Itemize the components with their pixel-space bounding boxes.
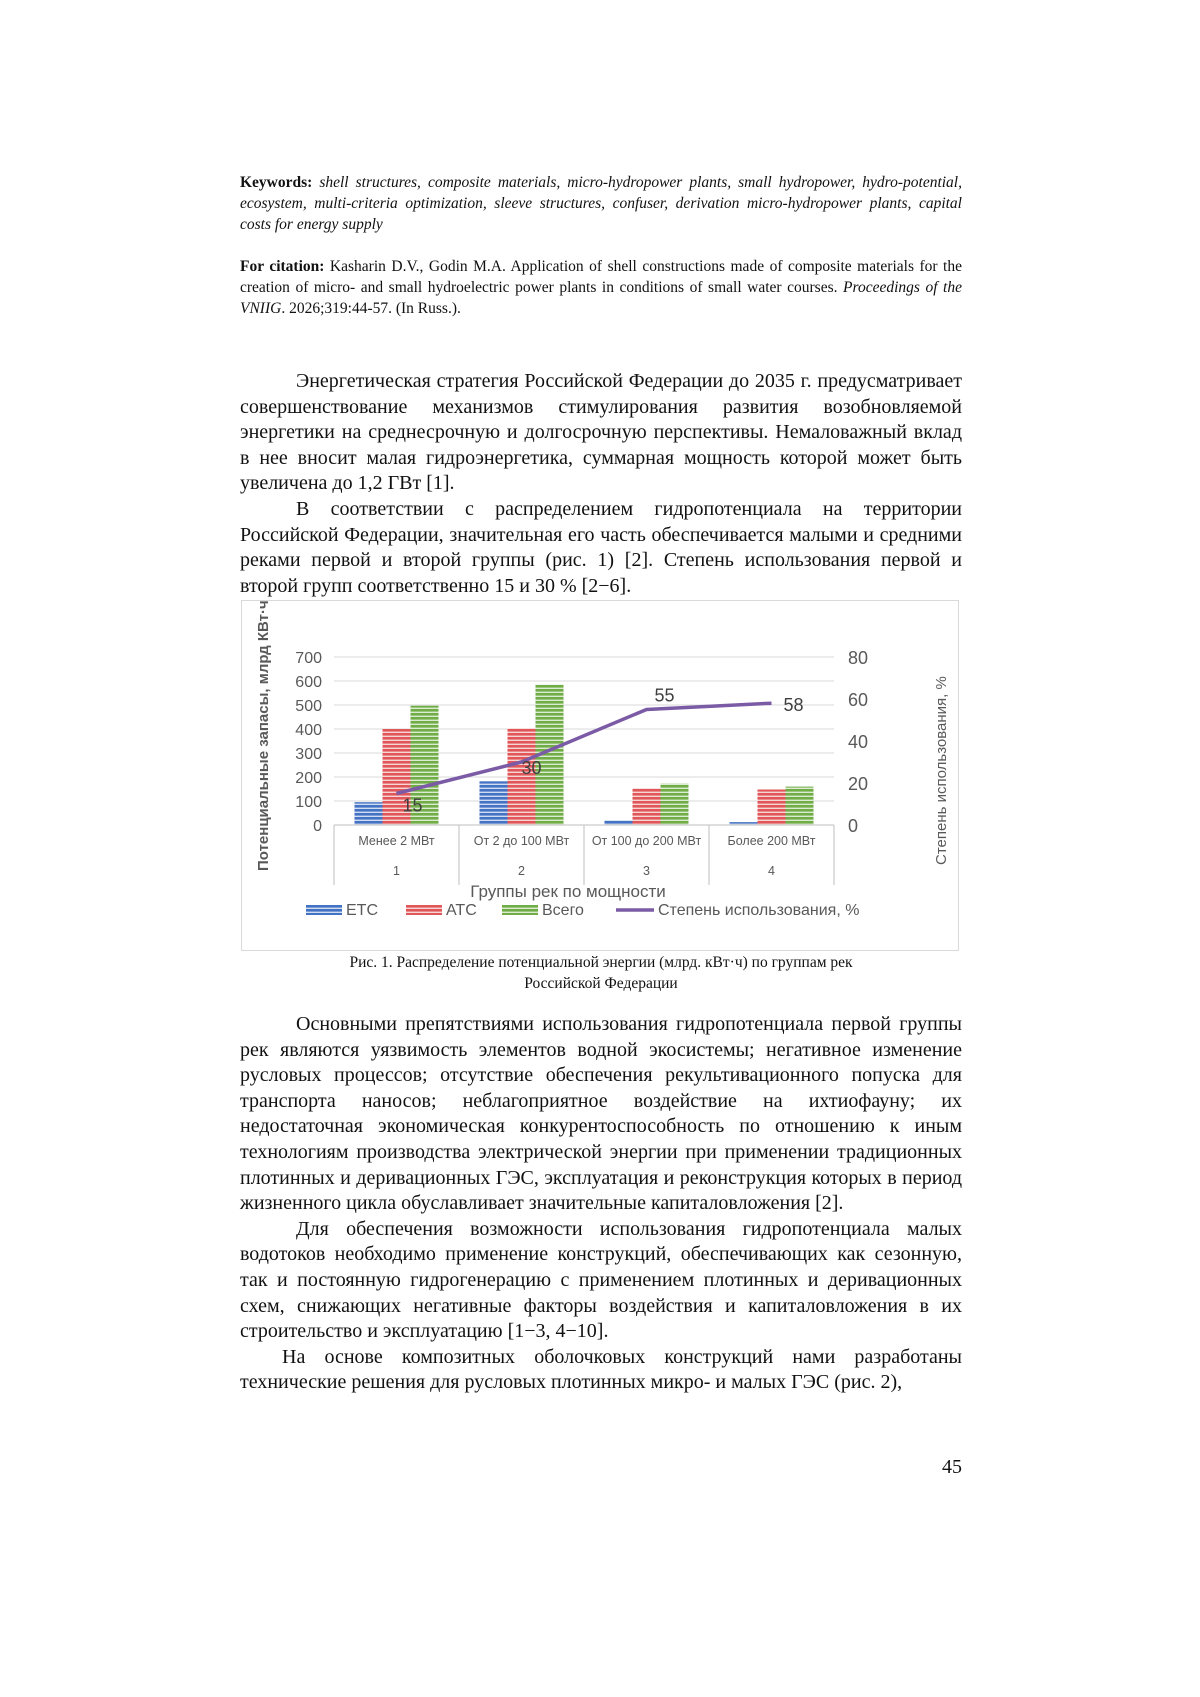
keywords-text: shell structures, composite materials, micro-hydropower plants, small hydropower, hydro-potential, ecosystem, multi-criteria optimization, sleeve structures, confuser, derivation micro-hydropower plants, capital costs for energy supply (240, 174, 962, 233)
bar-АТС (758, 789, 786, 825)
legend-label: Степень использования, % (658, 902, 860, 919)
legend-label: АТС (446, 902, 477, 919)
bar-ЕТС (355, 802, 383, 825)
citation-tail: . 2026;319:44-57. (In Russ.). (281, 300, 461, 317)
bar-ЕТС (605, 820, 633, 825)
y-tick-label: 400 (295, 722, 322, 739)
citation-text: Kasharin D.V., Godin M.A. Application of shell constructions made of composite materials for the creation of micro- and small hydroelectric power plants in conditions of small water courses. (240, 258, 962, 296)
caption-line-1: Рис. 1. Распределение потенциальной энергии (млрд. кВт·ч) по группам рек (349, 954, 853, 971)
y-tick-label: 200 (295, 770, 322, 787)
y-tick-label: 500 (295, 698, 322, 715)
citation-journal: Proceedings of the VNIIG (240, 279, 962, 317)
main-text (240, 1012, 962, 1396)
y2-axis-title: Степень использования, % (933, 676, 950, 865)
legend-swatch (502, 905, 538, 915)
bar-ЕТС (480, 781, 508, 825)
data-label: 55 (654, 685, 675, 706)
citation-block (240, 256, 962, 319)
x-category-label: От 2 до 100 МВт (473, 834, 570, 848)
y2-tick-label: 0 (848, 816, 859, 836)
x-category-label: Более 200 МВт (727, 834, 816, 848)
bar-АТС (633, 788, 661, 825)
x-axis-title: Группы рек по мощности (470, 882, 666, 901)
x-category-label: Менее 2 МВт (358, 834, 435, 848)
figure-caption (240, 952, 962, 994)
keywords-block (240, 172, 962, 235)
y2-tick-label: 40 (848, 732, 869, 752)
data-label: 58 (783, 695, 804, 716)
paragraph: На основе композитных оболочковых конструкций нами разработаны технические решения для русловых плотинных микро- и малых ГЭС (рис. 2), (240, 1345, 962, 1394)
citation-label: For citation: (240, 258, 325, 275)
bar-Всего (661, 783, 689, 825)
legend-label: ЕТС (346, 902, 378, 919)
x-category-number: 4 (768, 864, 775, 878)
y2-tick-label: 60 (848, 690, 869, 710)
data-label: 15 (402, 795, 423, 816)
bar-line-chart (242, 601, 958, 950)
usage-line (397, 703, 772, 793)
y2-tick-label: 20 (848, 774, 869, 794)
x-category-number: 2 (518, 864, 525, 878)
legend-swatch (406, 905, 442, 915)
legend-label: Всего (542, 902, 584, 919)
y-tick-label: 600 (295, 674, 322, 691)
caption-line-2: Российской Федерации (524, 975, 678, 992)
keywords-label: Keywords: (240, 174, 313, 191)
legend (306, 902, 859, 919)
bar-Всего (786, 787, 814, 825)
intro-text (240, 369, 962, 599)
x-category-number: 1 (393, 864, 400, 878)
paragraph: Основными препятствиями использования гидропотенциала первой группы рек являются уязвимость элементов водной экосистемы; негативное изменение русловых процессов; отсутствие обеспечения рекультивационного попуска для транспорта наносов; неблагоприятное воздействие на ихтиофауну; их недостаточная экономическая конкурентоспособность по отношению к иным технологиям производства электрической энергии при применении традиционных плотинных и деривационных ГЭС, эксплуатация и реконструкция которых в период жизненного цикла обуславливает значительные капиталовложения [2]. (240, 1013, 962, 1215)
paragraph: Энергетическая стратегия Российской Федерации до 2035 г. предусматривает совершенствование механизмов стимулирования развития возобновляемой энергетики на среднесрочную и долгосрочную перспективы. Немаловажный вклад в нее вносит малая гидроэнергетика, суммарная мощность которой может быть увеличена до 1,2 ГВт [1]. (240, 370, 962, 495)
axes-group (334, 825, 834, 885)
y-axis-title: Потенциальные запасы, млрд КВт·ч (255, 601, 272, 871)
y2-tick-label: 80 (848, 648, 869, 668)
legend-swatch (306, 905, 342, 915)
x-category-number: 3 (643, 864, 650, 878)
paragraph: В соответствии с распределением гидропотенциала на территории Российской Федерации, значительная его часть обеспечивается малыми и средними реками первой и второй группы (рис. 1) [2]. Степень использования первой и второй групп соответственно 15 и 30 % [2−6]. (240, 497, 962, 597)
y-tick-label: 300 (295, 746, 322, 763)
page-number: 45 (942, 1456, 962, 1478)
y-tick-label: 700 (295, 650, 322, 667)
y-tick-label: 100 (295, 794, 322, 811)
data-label: 30 (521, 758, 542, 778)
paragraph: Для обеспечения возможности использования гидропотенциала малых водотоков необходимо применение конструкций, обеспечивающих как сезонную, так и постоянную гидрогенерацию с применением плотинных и деривационных схем, снижающих негативные факторы воздействия и капиталовложения в их строительство и эксплуатацию [1−3, 4−10]. (240, 1217, 962, 1343)
figure-1-chart (241, 600, 959, 951)
y-tick-label: 0 (313, 818, 322, 835)
x-category-label: От 100 до 200 МВт (591, 834, 702, 848)
